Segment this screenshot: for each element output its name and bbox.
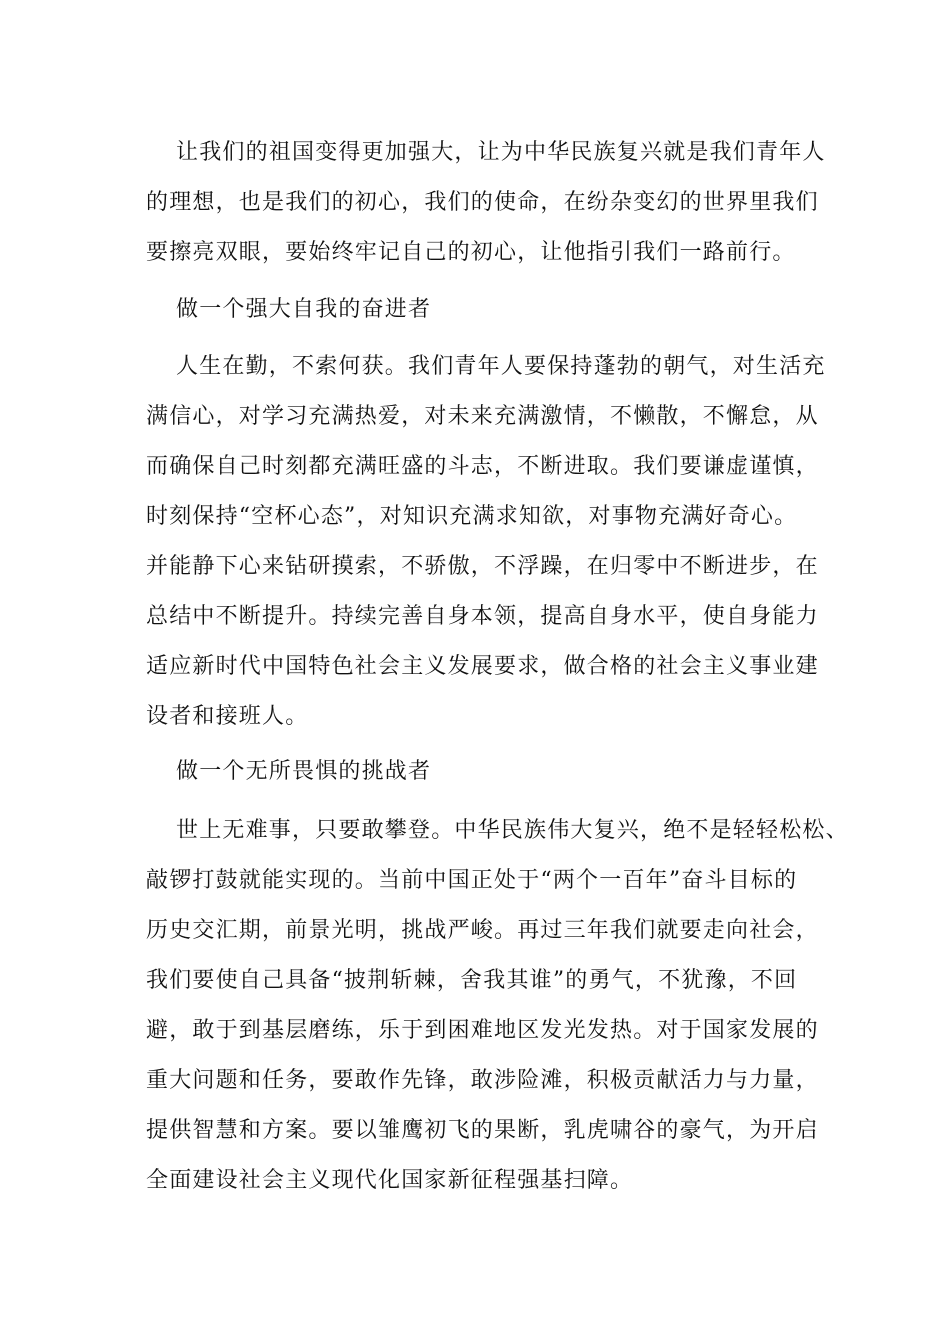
paragraph-line: 我们要使自己具备“披荆斩棘，舍我其谁”的勇气，不犹豫，不回 <box>146 968 798 993</box>
paragraph-ideals <box>146 128 826 278</box>
section-heading-striver: 做一个强大自我的奋进者 <box>176 297 432 322</box>
paragraph-line: 适应新时代中国特色社会主义发展要求，做合格的社会主义事业建 <box>146 654 819 679</box>
paragraph-line: 总结中不断提升。持续完善自身本领，提高自身水平，使自身能力 <box>146 604 819 629</box>
paragraph-line: 让我们的祖国变得更加强大，让为中华民族复兴就是我们青年人 <box>176 140 826 165</box>
paragraph-line: 历史交汇期，前景光明，挑战严峻。再过三年我们就要走向社会， <box>146 918 819 943</box>
paragraph-line: 提供智慧和方案。要以雏鹰初飞的果断，乳虎啸谷的豪气，为开启 <box>146 1118 819 1143</box>
paragraph-line: 全面建设社会主义现代化国家新征程强基扫障。 <box>146 1168 634 1193</box>
section-heading-challenger: 做一个无所畏惧的挑战者 <box>176 759 432 784</box>
paragraph-line: 的理想，也是我们的初心，我们的使命，在纷杂变幻的世界里我们 <box>146 190 819 215</box>
paragraph-line: 世上无难事，只要敢攀登。中华民族伟大复兴，绝不是轻轻松松、 <box>176 818 849 843</box>
paragraph-challenger <box>146 806 849 1206</box>
paragraph-line: 时刻保持“空杯心态”，对知识充满求知欲，对事物充满好奇心。 <box>146 504 798 529</box>
paragraph-line: 重大问题和任务，要敢作先锋，敢涉险滩，积极贡献活力与力量， <box>146 1068 819 1093</box>
paragraph-striver <box>146 342 826 742</box>
paragraph-line: 要擦亮双眼，要始终牢记自己的初心，让他指引我们一路前行。 <box>146 240 796 265</box>
paragraph-line: 设者和接班人。 <box>146 704 309 729</box>
paragraph-line: 敲锣打鼓就能实现的。当前中国正处于“两个一百年”奋斗目标的 <box>146 868 798 893</box>
paragraph-line: 人生在勤，不索何获。我们青年人要保持蓬勃的朝气，对生活充 <box>176 354 826 379</box>
paragraph-line: 并能静下心来钻研摸索，不骄傲，不浮躁，在归零中不断进步，在 <box>146 554 819 579</box>
paragraph-line: 满信心，对学习充满热爱，对未来充满激情，不懒散，不懈怠，从 <box>146 404 819 429</box>
paragraph-line: 避，敢于到基层磨练，乐于到困难地区发光发热。对于国家发展的 <box>146 1018 819 1043</box>
paragraph-line: 而确保自己时刻都充满旺盛的斗志，不断进取。我们要谦虚谨慎， <box>146 454 819 479</box>
